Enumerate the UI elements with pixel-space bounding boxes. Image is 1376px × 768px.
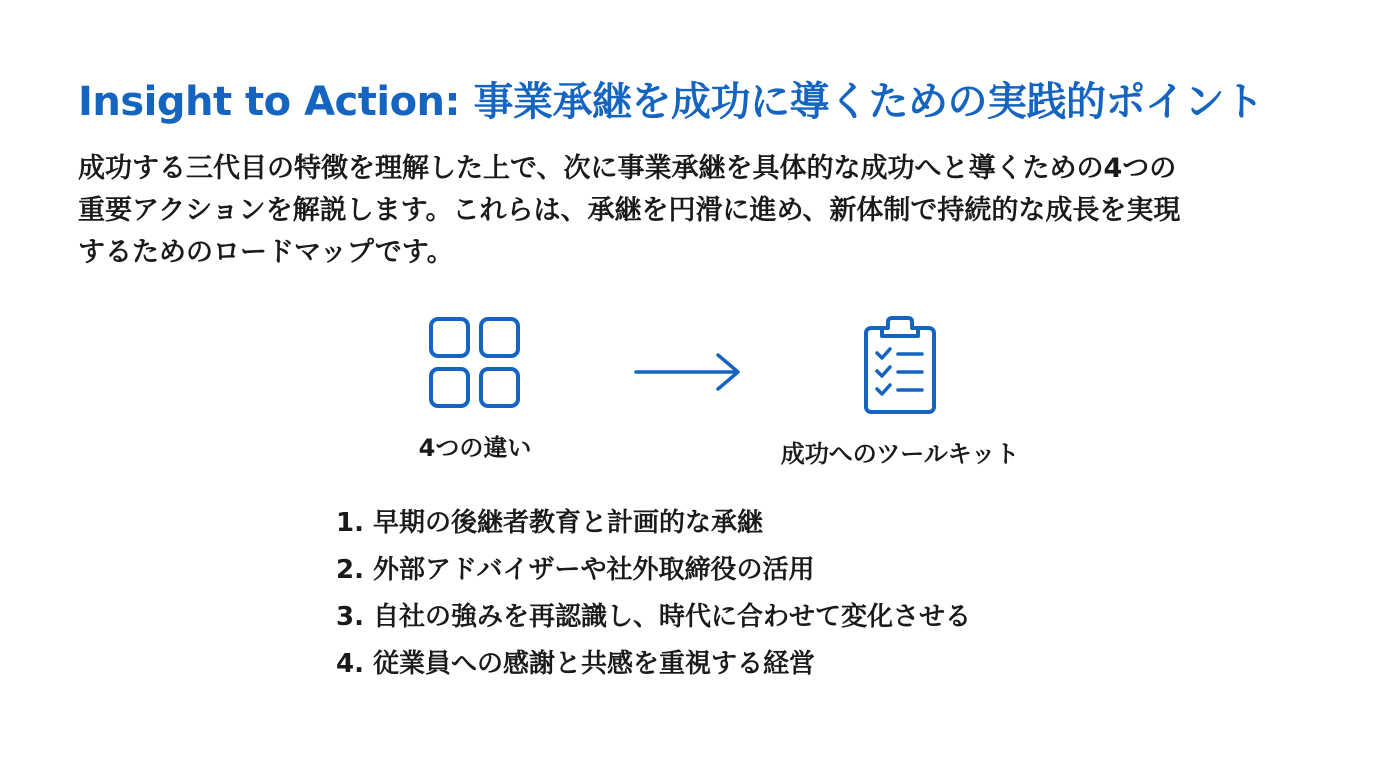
- differences-group: [400, 316, 550, 463]
- action-item: 3. 自社の強みを再認識し、時代に合わせて変化させる: [336, 602, 972, 632]
- grid-icon: [428, 316, 522, 410]
- toolkit-label: 成功へのツールキット: [780, 440, 1020, 468]
- action-item: 4. 従業員への感謝と共感を重視する経営: [336, 649, 816, 679]
- action-item: 2. 外部アドバイザーや社外取締役の活用: [336, 555, 815, 585]
- action-item: 1. 早期の後継者教育と計画的な承継: [336, 508, 764, 538]
- arrow-right-icon: [634, 352, 744, 392]
- intro-line: 成功する三代目の特徴を理解した上で、次に事業承継を具体的な成功へと導くための4つの: [78, 153, 1177, 184]
- differences-label: 4つの違い: [418, 434, 532, 462]
- action-list: [336, 500, 971, 688]
- clipboard-checklist-icon: [860, 316, 940, 416]
- intro-paragraph: [78, 148, 1308, 274]
- intro-line: するためのロードマップです。: [78, 237, 454, 268]
- toolkit-group: [740, 316, 1060, 469]
- slide-title: Insight to Action: 事業承継を成功に導くための実践的ポイント: [78, 79, 1264, 125]
- intro-line: 重要アクションを解説します。これらは、承継を円滑に進め、新体制で持続的な成長を実現: [78, 195, 1181, 226]
